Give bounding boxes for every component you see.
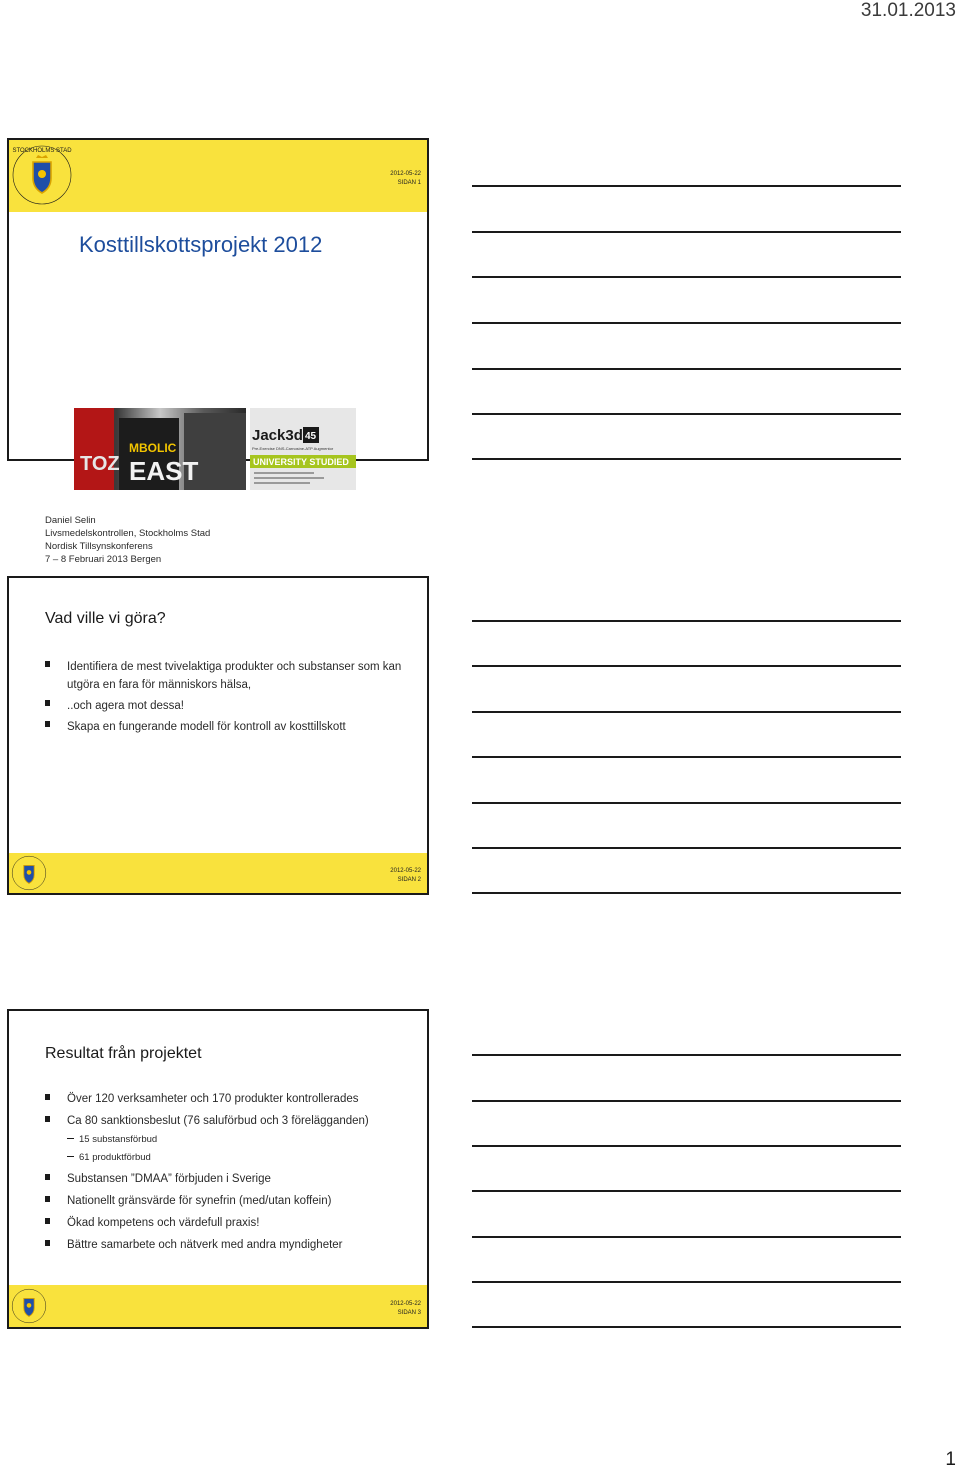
note-line	[472, 1100, 901, 1102]
note-line	[472, 1281, 901, 1283]
note-line	[472, 847, 901, 849]
author-org: Livsmedelskontrollen, Stockholms Stad	[45, 528, 211, 539]
photo-text-jack3d: Jack3d	[252, 427, 303, 444]
bullet-item: Ökad kompetens och värdefull praxis!	[45, 1215, 407, 1231]
slide-title: Kosttillskottsprojekt 2012	[79, 232, 323, 257]
jack3d-label-art	[250, 408, 356, 490]
slide-page: SIDAN 3	[397, 1310, 421, 1316]
bullet-item: Över 120 verksamheter och 170 produkter kontrollerades	[45, 1091, 407, 1107]
bullet-item: Nationellt gränsvärde för synefrin (med/utan koffein)	[45, 1193, 407, 1209]
bullet-item: Identifiera de mest tvivelaktiga produkter och substanser som kan utgöra en fara för människors hälsa,	[45, 658, 407, 694]
slide-date: 2012-05-22	[390, 1301, 421, 1307]
bullet-list	[45, 658, 407, 736]
photo-text-45: 45	[305, 431, 317, 442]
note-line	[472, 1145, 901, 1147]
note-line	[472, 665, 901, 667]
note-line	[472, 892, 901, 894]
stockholm-crest-logo	[11, 1288, 47, 1324]
author-block	[45, 514, 210, 566]
note-line	[472, 1190, 901, 1192]
bullet-item: Substansen ”DMAA” förbjuden i Sverige	[45, 1171, 407, 1187]
slide-meta	[390, 1300, 421, 1318]
slide-meta	[390, 170, 421, 188]
bullet-item: ..och agera mot dessa!	[45, 697, 407, 715]
note-line	[472, 711, 901, 713]
slide-1	[7, 138, 429, 565]
slide-title: Vad ville vi göra?	[45, 610, 166, 627]
slide-page: SIDAN 2	[397, 877, 421, 883]
document-date: 31.01.2013	[860, 0, 956, 21]
author-dates: 7 – 8 Februari 2013 Bergen	[45, 554, 162, 565]
slide-meta	[390, 867, 421, 885]
note-line	[472, 1054, 901, 1056]
note-line	[472, 231, 901, 233]
stockholm-crest-logo	[11, 855, 47, 891]
photo-subtitle: Pre-Exercise DNS-Carnosine-ATP Augmentor	[252, 446, 334, 451]
bullet-list	[45, 1091, 407, 1253]
slide-footer-band	[9, 853, 427, 893]
note-line	[472, 802, 901, 804]
product-photo-left	[74, 408, 246, 490]
product-photo-right	[250, 408, 356, 490]
product-photo-art	[74, 408, 246, 490]
note-line	[472, 185, 901, 187]
photo-text-toz: TOZ	[80, 453, 120, 475]
logo-ring-text: STOCKHOLMS STAD	[12, 148, 72, 154]
bullet-item: Ca 80 sanktionsbeslut (76 saluförbud och 3 förelägganden)	[45, 1113, 407, 1129]
photo-text-east: EAST	[129, 456, 199, 486]
note-line	[472, 368, 901, 370]
note-line	[472, 620, 901, 622]
slide-date: 2012-05-22	[390, 868, 421, 874]
page-number: 1	[945, 1449, 956, 1470]
slide-header-band	[9, 140, 427, 212]
bullet-item: Bättre samarbete och nätverk med andra myndigheter	[45, 1237, 407, 1253]
photo-text-mbolic: MBOLIC	[129, 441, 177, 455]
slide-title: Resultat från projektet	[45, 1045, 202, 1062]
slide-2	[7, 576, 429, 895]
slide-page: SIDAN 1	[397, 180, 421, 186]
slide-3	[7, 1009, 429, 1329]
note-line	[472, 413, 901, 415]
sub-bullet-item: 61 produktförbud	[45, 1150, 407, 1166]
author-conference: Nordisk Tillsynskonferens	[45, 541, 153, 552]
note-line	[472, 756, 901, 758]
note-line	[472, 458, 901, 460]
bullet-item: Skapa en fungerande modell för kontroll av kosttillskott	[45, 718, 407, 736]
sub-bullet-item: 15 substansförbud	[45, 1132, 407, 1148]
stockholm-crest-logo	[11, 144, 73, 206]
photo-banner: UNIVERSITY STUDIED	[253, 457, 349, 467]
slide-date: 2012-05-22	[390, 171, 421, 177]
note-line	[472, 322, 901, 324]
author-name: Daniel Selin	[45, 515, 96, 526]
note-line	[472, 1236, 901, 1238]
slide-footer-band	[9, 1285, 427, 1327]
note-line	[472, 1326, 901, 1328]
note-line	[472, 276, 901, 278]
